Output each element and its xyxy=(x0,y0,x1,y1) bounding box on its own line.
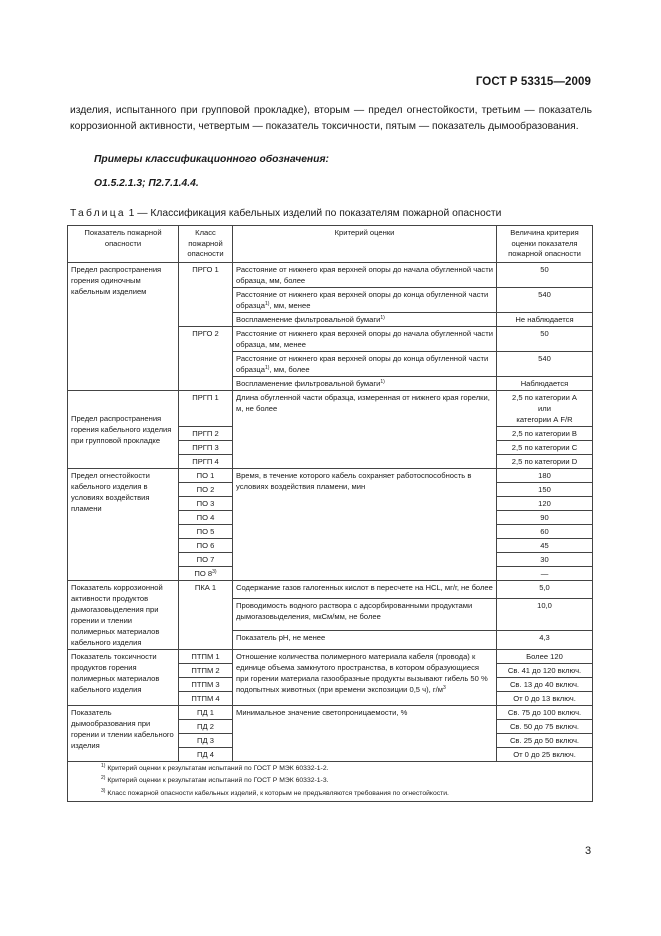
page-number: 3 xyxy=(585,845,592,857)
examples-code: О1.5.2.1.3; П2.7.1.4.4. xyxy=(94,178,199,189)
value-cell: 5,0 xyxy=(497,580,593,598)
class-cell: ПРГП 4 xyxy=(179,454,233,468)
footnote-mark: 2) xyxy=(101,775,106,781)
criterion-cell: Расстояние от нижнего края верхней опоры до начала обугленной части образца, мм, более xyxy=(233,262,497,287)
value-cell: Св. 41 до 120 включ. xyxy=(497,663,593,677)
caption-text: 1 — Классификация кабельных изделий по показателям пожарной опасности xyxy=(125,208,502,219)
value-cell: 150 xyxy=(497,482,593,496)
class-cell: ПО 7 xyxy=(179,552,233,566)
value-cell: 180 xyxy=(497,468,593,482)
class-cell: ПД 2 xyxy=(179,719,233,733)
criterion-cell: Длина обугленной части образца, измеренная от нижнего края горелки, м, не более xyxy=(233,390,497,468)
value-cell: 50 xyxy=(497,326,593,351)
criterion-cell: Время, в течение которого кабель сохраняет работоспособность в условиях воздействия пламени, мин xyxy=(233,468,497,580)
class-cell: ПО 1 xyxy=(179,468,233,482)
footnote xyxy=(71,788,589,801)
criterion-cell xyxy=(233,376,497,390)
examples-title: Примеры классификационного обозначения: xyxy=(94,154,329,165)
footnote xyxy=(71,775,589,788)
class-cell: ПРГО 1 xyxy=(179,262,233,326)
criterion-text: Расстояние от нижнего края верхней опоры до конца обугленной части образца xyxy=(236,289,489,310)
class-cell: ПО 4 xyxy=(179,510,233,524)
criterion-cell xyxy=(233,351,497,376)
header-value: Величина критерия оценки показателя пожарной опасности xyxy=(497,226,593,263)
value-line: или xyxy=(538,403,551,413)
class-cell: ПД 4 xyxy=(179,747,233,761)
criterion-cell xyxy=(233,287,497,312)
value-cell: Св. 13 до 40 включ. xyxy=(497,677,593,691)
class-cell: ПД 1 xyxy=(179,705,233,719)
value-cell: 60 xyxy=(497,524,593,538)
group-cell: Предел огнестойкости кабельного изделия в условиях воздействия пламени xyxy=(68,468,179,580)
criterion-cell: Показатель pH, не менее xyxy=(233,631,497,649)
value-cell: От 0 до 25 включ. xyxy=(497,747,593,761)
class-cell: ПТПМ 4 xyxy=(179,691,233,705)
criterion-cell: Проводимость водного раствора с адсорбированными продуктами дымогазовыделения, мкСм/мм, не более xyxy=(233,598,497,631)
criterion-cell xyxy=(233,312,497,326)
value-cell: Не наблюдается xyxy=(497,312,593,326)
footnote-text: Класс пожарной опасности кабельных изделий, к которым не предъявляются требования по огнестойкости. xyxy=(107,789,449,797)
group-cell: Предел распространения горения одиночным кабельным изделием xyxy=(68,262,179,390)
header-indicator: Показатель пожарной опасности xyxy=(68,226,179,263)
value-cell: — xyxy=(497,566,593,580)
value-cell: Св. 25 до 50 включ. xyxy=(497,733,593,747)
criterion-text: Воспламенение фильтровальной бумаги xyxy=(236,314,381,324)
value-cell: 120 xyxy=(497,496,593,510)
footnote-ref: 1) xyxy=(380,378,385,385)
value-cell: 540 xyxy=(497,287,593,312)
criterion-text: Отношение количества полимерного материала кабеля (провода) к единице объема замкнутого пространства, в котором образующиеся при горении материала газообразные продукты вызывают гибель 50 % подопытных животных (при времени экспозиции 0,5 ч), г/м xyxy=(236,651,488,694)
value-line: 2,5 по категории А xyxy=(512,392,577,402)
table-row xyxy=(68,580,593,598)
class-cell: ПРГП 2 xyxy=(179,426,233,440)
footnote-ref: 1) xyxy=(380,314,385,321)
value-cell: 10,0 xyxy=(497,598,593,631)
table-caption xyxy=(70,208,501,219)
class-cell xyxy=(179,566,233,580)
class-cell: ПРГО 2 xyxy=(179,326,233,390)
footnotes-row xyxy=(68,761,593,802)
footnote-mark: 1) xyxy=(101,762,106,769)
table-row xyxy=(68,705,593,719)
group-cell: Показатель токсичности продуктов горения полимерных материалов кабельного изделия xyxy=(68,649,179,705)
criterion-text: Расстояние от нижнего края верхней опоры до конца обугленной части образца xyxy=(236,353,489,374)
classification-table xyxy=(67,225,593,802)
body-paragraph: изделия, испытанного при групповой прокладке), вторым — предел огнестойкости, третьим — показатель коррозионной активности, четвертым — показатель токсичности, пятым — показатель дымообразования. xyxy=(70,105,592,132)
value-cell: 4,3 xyxy=(497,631,593,649)
criterion-text: Воспламенение фильтровальной бумаги xyxy=(236,378,381,388)
value-cell: 2,5 по категории С xyxy=(497,440,593,454)
class-cell: ПРГП 1 xyxy=(179,390,233,426)
caption-word: Таблица xyxy=(70,208,126,219)
table-row xyxy=(68,649,593,663)
value-cell: 30 xyxy=(497,552,593,566)
class-cell: ПТПМ 1 xyxy=(179,649,233,663)
class-cell: ПРГП 3 xyxy=(179,440,233,454)
group-cell: Предел распространения горения кабельного изделия при групповой прокладке xyxy=(68,390,179,468)
footnote-text: Критерий оценки к результатам испытаний по ГОСТ Р МЭК 60332-1-2. xyxy=(107,764,329,772)
header-criterion: Критерий оценки xyxy=(233,226,497,263)
table-header-row xyxy=(68,226,593,263)
class-cell: ПТПМ 2 xyxy=(179,663,233,677)
value-cell: 50 xyxy=(497,262,593,287)
class-cell: ПД 3 xyxy=(179,733,233,747)
value-line: категории А F/R xyxy=(516,414,573,424)
footnote-ref: 1) xyxy=(265,364,270,371)
value-cell: 45 xyxy=(497,538,593,552)
footnotes-cell xyxy=(68,761,593,802)
unit-superscript: 3 xyxy=(442,684,446,691)
class-cell: ПКА 1 xyxy=(179,580,233,649)
criterion-cell: Минимальное значение светопроницаемости, % xyxy=(233,705,497,761)
criterion-cell: Содержание газов галогенных кислот в пересчете на HCL, мг/г, не более xyxy=(233,580,497,598)
value-cell: 2,5 по категории В xyxy=(497,426,593,440)
criterion-cell: Расстояние от нижнего края верхней опоры до начала обугленной части образца, мм, менее xyxy=(233,326,497,351)
class-text: ПО 8 xyxy=(194,568,213,578)
footnote-text: Критерий оценки к результатам испытаний по ГОСТ Р МЭК 60332-1-3. xyxy=(107,777,329,784)
value-cell: Более 120 xyxy=(497,649,593,663)
table-row xyxy=(68,468,593,482)
value-cell xyxy=(497,390,593,426)
footnote xyxy=(71,763,589,776)
header-class: Класс пожарной опасности xyxy=(179,226,233,263)
class-cell: ПО 5 xyxy=(179,524,233,538)
class-cell: ПО 3 xyxy=(179,496,233,510)
table-row xyxy=(68,390,593,426)
class-cell: ПТПМ 3 xyxy=(179,677,233,691)
footnote-mark: 3) xyxy=(101,787,106,794)
value-cell: Св. 50 до 75 включ. xyxy=(497,719,593,733)
value-cell: Св. 75 до 100 включ. xyxy=(497,705,593,719)
value-cell: 2,5 по категории D xyxy=(497,454,593,468)
group-cell: Показатель дымообразования при горении и тлении кабельного изделия xyxy=(68,705,179,761)
footnote-ref: 1) xyxy=(265,300,270,307)
value-cell: Наблюдается xyxy=(497,376,593,390)
group-cell: Показатель коррозионной активности продуктов дымогазовыделения при горении и тлении полимерных материалов кабельного изделия xyxy=(68,580,179,649)
criterion-cell xyxy=(233,649,497,705)
footnote-ref: 3) xyxy=(212,568,217,575)
value-cell: 90 xyxy=(497,510,593,524)
class-cell: ПО 6 xyxy=(179,538,233,552)
criterion-text: , мм, более xyxy=(269,364,310,374)
class-cell: ПО 2 xyxy=(179,482,233,496)
value-cell: 540 xyxy=(497,351,593,376)
value-cell: От 0 до 13 включ. xyxy=(497,691,593,705)
document-header: ГОСТ Р 53315—2009 xyxy=(475,76,591,88)
criterion-text: , мм, менее xyxy=(269,300,311,310)
table-row xyxy=(68,262,593,287)
